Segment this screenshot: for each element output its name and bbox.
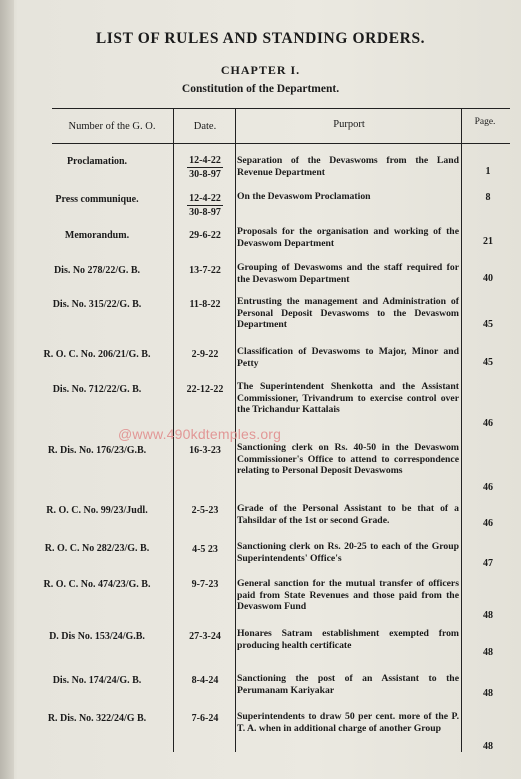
table-row-date: 13-7-22: [189, 265, 221, 276]
table-row-page: 45: [483, 319, 493, 330]
table-row-date: [176, 154, 234, 181]
table-row-page: 46: [483, 518, 493, 529]
table-row-page: 48: [483, 647, 493, 658]
header-page: Page.: [474, 117, 496, 127]
table-row-date: [176, 192, 234, 219]
table-row-go: R. O. C. No. 206/21/G. B.: [43, 349, 151, 360]
table-row-go: Dis. No 278/22/G. B.: [53, 265, 141, 276]
table-row-purport: Separation of the Devaswoms from the Land Revenue Department: [237, 155, 459, 178]
table-row-date-secondary: 30-8-97: [189, 207, 221, 218]
table-row-purport: Proposals for the organisation and working of the Devaswom Department: [237, 226, 459, 249]
header-date: Date.: [193, 121, 217, 132]
table-row-page: 40: [483, 273, 493, 284]
table-row-purport: Sanctioning clerk on Rs. 40-50 in the Devaswom Commissioner's Office to attend to correspondence relating to Personal Deposit Devaswoms: [237, 442, 459, 476]
column-divider-page: [461, 108, 462, 752]
table-row-date-primary: 12-4-22: [189, 155, 221, 166]
table-row-purport: Sanctioning clerk on Rs. 20-25 to each of the Group Superintendents' Office's: [237, 541, 459, 564]
header-purport: Purport: [333, 119, 365, 130]
table-row-page: 46: [483, 482, 493, 493]
table-row-date-secondary: 30-8-97: [189, 169, 221, 180]
table-row-purport: Grouping of Devaswoms and the staff required for the Devaswom Department: [237, 262, 459, 285]
table-row-purport: Honares Satram establishment exempted from producing health certificate: [237, 628, 459, 651]
section-subtitle: Constitution of the Department.: [181, 83, 340, 95]
table-top-rule: [52, 108, 510, 109]
table-row-purport: General sanction for the mutual transfer of officers paid from State Revenues and those paid from the Devaswom Fund: [237, 578, 459, 612]
watermark-text: @www.490kdtemples.org: [118, 426, 282, 442]
table-row-purport: Superintendents to draw 50 per cent. more of the P. T. A. when in additional charge of another Group: [237, 711, 459, 734]
table-row-date: 2-9-22: [191, 349, 219, 360]
table-row-purport: Entrusting the management and Administration of Personal Deposit Devaswoms to the Devaswom Department: [237, 296, 459, 330]
table-row-go: R. O. C. No. 99/23/Judl.: [46, 505, 148, 516]
table-row-date: 7-6-24: [191, 713, 219, 724]
table-row-go: Press communique.: [55, 194, 139, 205]
table-row-date: 11-8-22: [189, 299, 221, 310]
table-row-date: 2-5-23: [191, 505, 219, 516]
table-row-page: 48: [483, 610, 493, 621]
table-row-go: R. Dis. No. 322/24/G B.: [47, 713, 147, 724]
table-row-date: 8-4-24: [191, 675, 219, 686]
table-row-page: 8: [485, 192, 491, 203]
header-bottom-rule: [52, 143, 510, 144]
table-row-go: Memorandum.: [64, 230, 130, 241]
page-title: LIST OF RULES AND STANDING ORDERS.: [95, 30, 426, 47]
table-row-go: Dis. No. 174/24/G. B.: [52, 675, 142, 686]
table-row-purport: The Superintendent Shenkotta and the Assistant Commissioner, Trivandrum to exercise control over the Trichandur Kattalais: [237, 381, 459, 415]
table-row-page: 1: [485, 166, 491, 177]
table-row-go: Dis. No. 315/22/G. B.: [52, 299, 142, 310]
table-row-date: 29-6-22: [189, 230, 221, 241]
table-row-date: 9-7-23: [191, 579, 219, 590]
table-row-page: 45: [483, 357, 493, 368]
table-row-go: R. O. C. No. 474/23/G. B.: [43, 579, 151, 590]
table-row-purport: Sanctioning the post of an Assistant to the Perumanam Kariyakar: [237, 673, 459, 696]
chapter-heading: CHAPTER I.: [220, 63, 301, 77]
book-spine-shadow: [0, 0, 14, 779]
table-row-page: 46: [483, 418, 493, 429]
table-row-date-primary: 12-4-22: [189, 193, 221, 204]
table-row-purport: Grade of the Personal Assistant to be that of a Tahsildar of the 1st or second Grade.: [237, 503, 459, 526]
table-row-go: R. Dis. No. 176/23/G.B.: [47, 445, 147, 456]
table-row-page: 21: [483, 236, 493, 247]
table-row-go: R. O. C. No 282/23/G. B.: [44, 543, 150, 554]
table-row-go: Dis. No. 712/22/G. B.: [52, 384, 142, 395]
table-row-go: D. Dis No. 153/24/G.B.: [49, 631, 145, 642]
table-row-page: 47: [483, 558, 493, 569]
table-row-date: 16-3-23: [189, 445, 221, 456]
table-row-date: 22-12-22: [186, 384, 224, 395]
table-row-purport: On the Devaswom Proclamation: [237, 191, 371, 202]
table-row-page: 48: [483, 741, 493, 752]
table-row-date: 27-3-24: [189, 631, 221, 642]
table-row-purport: Classification of Devaswoms to Major, Minor and Petty: [237, 346, 459, 369]
table-row-page: 48: [483, 688, 493, 699]
header-go-number: Number of the G. O.: [68, 121, 156, 132]
table-row-go: Proclamation.: [66, 156, 128, 167]
table-row-date: 4-5 23: [192, 544, 218, 555]
